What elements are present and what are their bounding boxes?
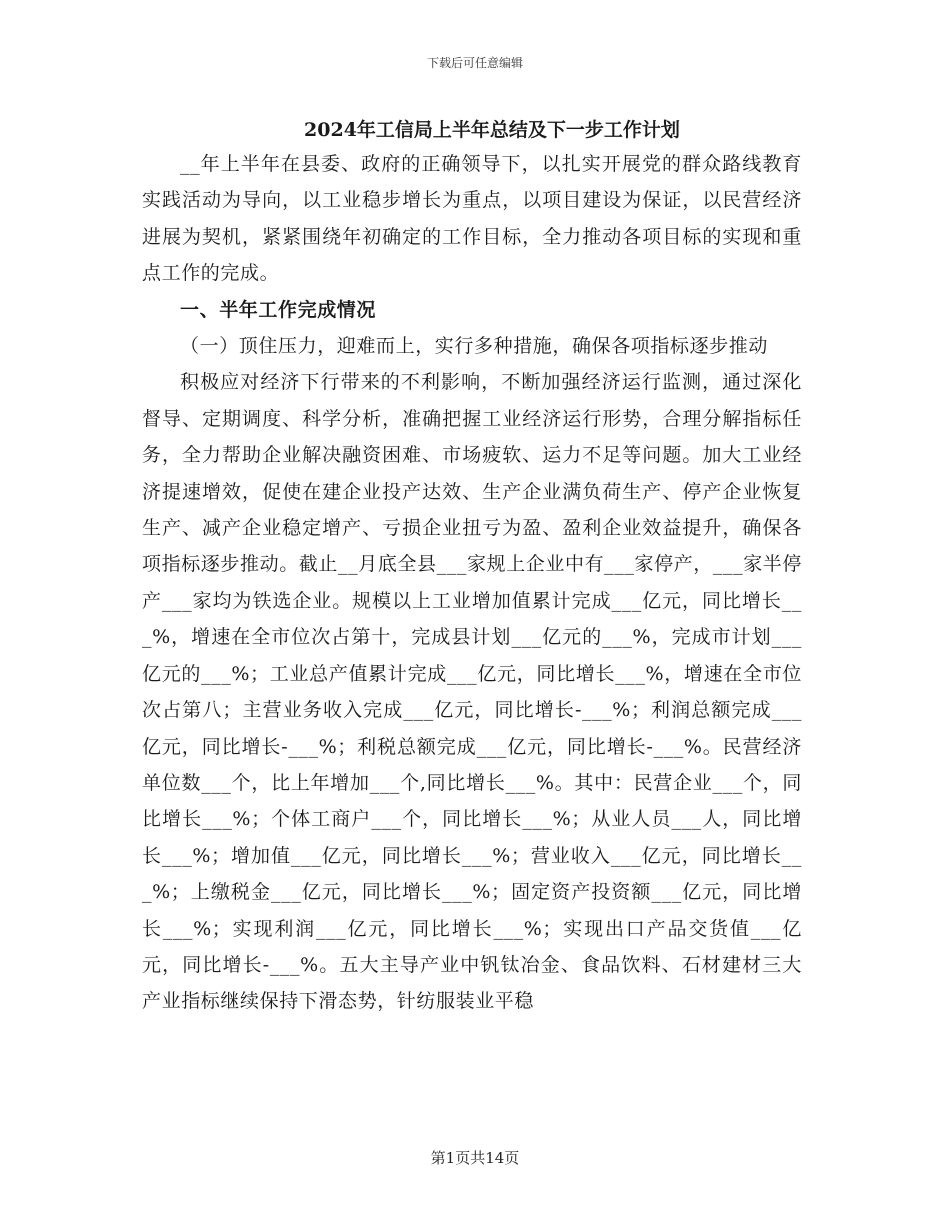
section-heading: 一、半年工作完成情况 [180, 298, 377, 321]
header-note: 下载后可任意编辑 [426, 56, 523, 70]
document-body [142, 114, 802, 1020]
subsection-heading: （一）顶住压力，迎难而上，实行多种措施，确保各项指标逐步推动 [180, 335, 769, 358]
intro-paragraph: __年上半年在县委、政府的正确领导下，以扎实开展党的群众路线教育实践活动为导向，以工业稳步增长为重点，以项目建设为保证，以民营经济进展为契机，紧紧围绕年初确定的工作目标，全力推动各项目标的实现和重点工作的完成。 [142, 153, 802, 285]
document-title: 2024年工信局上半年总结及下一步工作计划 [304, 119, 680, 141]
body-paragraph: 积极应对经济下行带来的不利影响，不断加强经济运行监测，通过深化督导、定期调度、科学分析，准确把握工业经济运行形势，合理分解指标任务，全力帮助企业解决融资困难、市场疲软、运力不足等问题。加大工业经济提速增效，促使在建企业投产达效、生产企业满负荷生产、停产企业恢复生产、减产企业稳定增产、亏损企业扭亏为盈、盈利企业效益提升，确保各项指标逐步推动。截止__月底全县___家规上企业中有___家停产，___家半停产___家均为铁选企业。规模以上工业增加值累计完成___亿元，同比增长___%，增速在全市位次占第十，完成县计划___亿元的___%，完成市计划___亿元的___%；工业总产值累计完成___亿元，同比增长___%，增速在全市位次占第八；主营业务收入完成___亿元，同比增长-___%；利润总额完成___亿元，同比增长-___%；利税总额完成___亿元，同比增长-___%。民营经济单位数___个，比上年增加___个,同比增长___%。其中：民营企业___个，同比增长___%；个体工商户___个，同比增长___%；从业人员___人，同比增长___%；增加值___亿元，同比增长___%；营业收入___亿元，同比增长___%；上缴税金___亿元，同比增长___%；固定资产投资额___亿元，同比增长___%；实现利润___亿元，同比增长___%；实现出口产品交货值___亿元，同比增长-___%。五大主导产业中钒钛冶金、食品饮料、石材建材三大产业指标继续保持下滑态势，针纺服装业平稳 [142, 371, 802, 1013]
page-indicator: 第1页共14页 [430, 1149, 520, 1167]
